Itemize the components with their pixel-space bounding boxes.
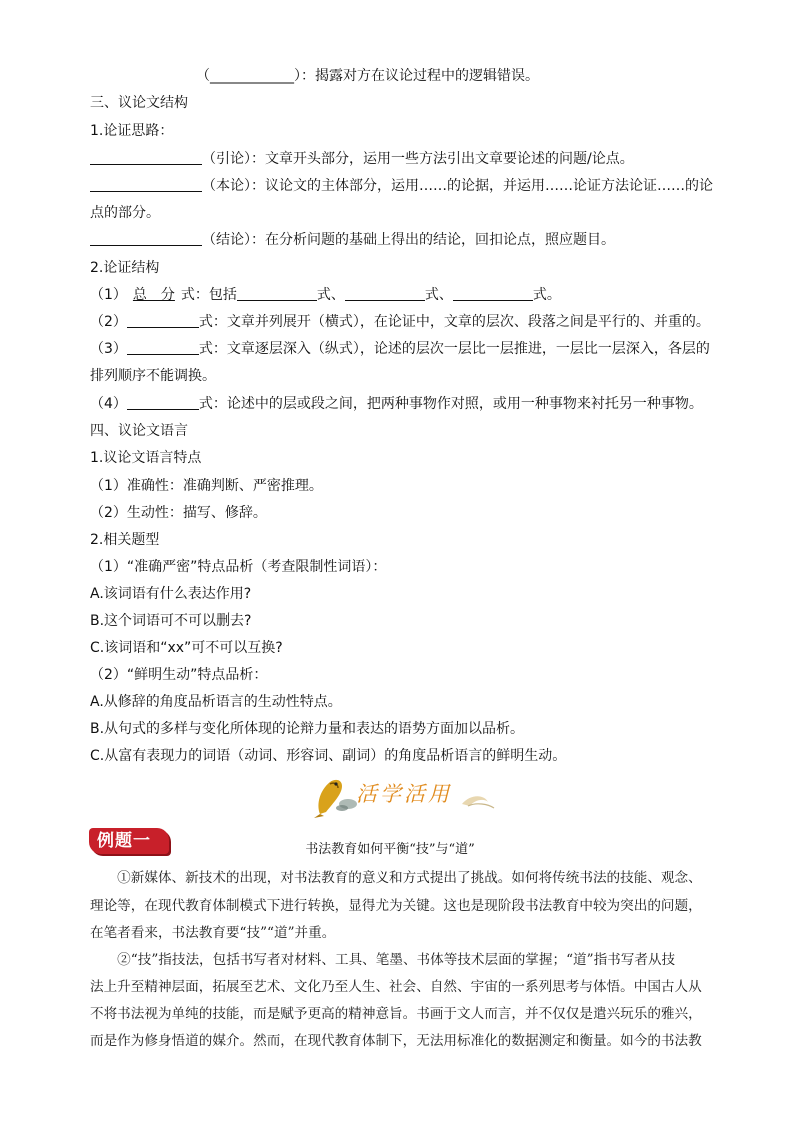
text-line: （结论）：在分析问题的基础上得出的结论，回扣论点，照应题目。 (90, 231, 730, 249)
fill-blank[interactable] (90, 177, 202, 192)
text-line: （4） 式：论述中的层或段之间，把两种事物作对照，或用一种事物来衬托另一种事物。 (90, 396, 703, 412)
badge-label: 例题一 (97, 831, 151, 851)
fill-blank[interactable] (90, 150, 202, 165)
list-item: C.从富有表现力的词语（动词、形容词、副词）的角度品析语言的鲜明生动。 (90, 748, 567, 764)
fill-blank[interactable] (127, 313, 199, 328)
paragraph-line: 不将书法视为单纯的技能，而是赋予更高的精神意旨。书画于文人而言，并不仅仅是遣兴玩乐的雅兴， (90, 1006, 702, 1022)
subheading: 1.议论文语言特点 (90, 450, 202, 466)
subheading: 2.相关题型 (90, 532, 160, 548)
text-line: （1）准确性：准确判断、严密推理。 (90, 478, 323, 494)
list-item: A.该词语有什么表达作用? (90, 586, 252, 602)
text-line: （1） 总 分 式：包括 式、 式、 式。 (90, 287, 561, 303)
fill-blank[interactable] (453, 286, 533, 301)
paragraph-line: 而是作为修身悟道的媒介。然而，在现代教育体制下，无法用标准化的数据测定和衡量。如今的书法教 (90, 1033, 702, 1049)
subheading: 1.论证思路： (90, 123, 174, 139)
paragraph-line: ①新媒体、新技术的出现，对书法教育的意义和方式提出了挑战。如何将传统书法的技能、观念、 (90, 870, 702, 886)
text-line: （1）“准确严密”特点品析（考查限制性词语）： (90, 559, 387, 575)
example-badge (89, 828, 169, 854)
fill-blank[interactable] (127, 340, 199, 355)
text-line: （2） 式：文章并列展开（横式），在论证中，文章的层次、段落之间是平行的、并重的。 (90, 314, 710, 330)
text-line: 排列顺序不能调换。 (90, 368, 216, 384)
text-line: （3） 式：文章逐层深入（纵式），论述的层次一层比一层推进，一层比一层深入，各层的 (90, 341, 710, 357)
text-line: （本论）：议论文的主体部分，运用……的论据，并运用……论证方法论证……的论 (90, 177, 730, 195)
list-item: B.从句式的多样与变化所体现的论辩力量和表达的语势方面加以品析。 (90, 721, 525, 737)
paragraph-line: ②“技”指技法，包括书写者对材料、工具、笔墨、书体等技术层面的掌握；“道”指书写者从技 (90, 952, 676, 968)
text-line: （____________）：揭露对方在议论过程中的逻辑错误。 (196, 68, 539, 84)
paragraph-line: 理论等，在现代教育体制模式下进行转换，显得尤为关键。这也是现阶段书法教育中较为突出的问题， (90, 898, 702, 914)
filled-answer: 总 分 (132, 287, 175, 303)
section-heading: 四、议论文语言 (90, 423, 188, 439)
text-line: 点的部分。 (90, 205, 160, 221)
list-item: A.从修辞的角度品析语言的生动性特点。 (90, 694, 342, 710)
text-line: （引论）：文章开头部分，运用一些方法引出文章要论述的问题/论点。 (90, 150, 730, 168)
example-title: 书法教育如何平衡“技”与“道” (305, 842, 475, 857)
list-item: C.该词语和“xx”可不可以互换? (90, 640, 283, 656)
section-heading: 三、议论文结构 (90, 95, 188, 111)
subheading: 2.论证结构 (90, 260, 160, 276)
fill-blank[interactable] (345, 286, 425, 301)
section-banner (312, 774, 500, 818)
text-line: （2）“鲜明生动”特点品析： (90, 667, 268, 683)
fill-blank[interactable] (127, 395, 199, 410)
list-item: B.这个词语可不可以删去? (90, 613, 252, 629)
paragraph-line: 法上升至精神层面，拓展至艺术、文化乃至人生、社会、自然、宇宙的一系列思考与体悟。中国古人从 (90, 979, 702, 995)
banner-title: 活学活用 (356, 782, 452, 806)
paragraph-line: 在笔者看来，书法教育要“技”“道”并重。 (90, 925, 336, 941)
fill-blank[interactable] (237, 286, 317, 301)
text-line: （2）生动性：描写、修辞。 (90, 505, 267, 521)
fill-blank[interactable] (90, 231, 202, 246)
